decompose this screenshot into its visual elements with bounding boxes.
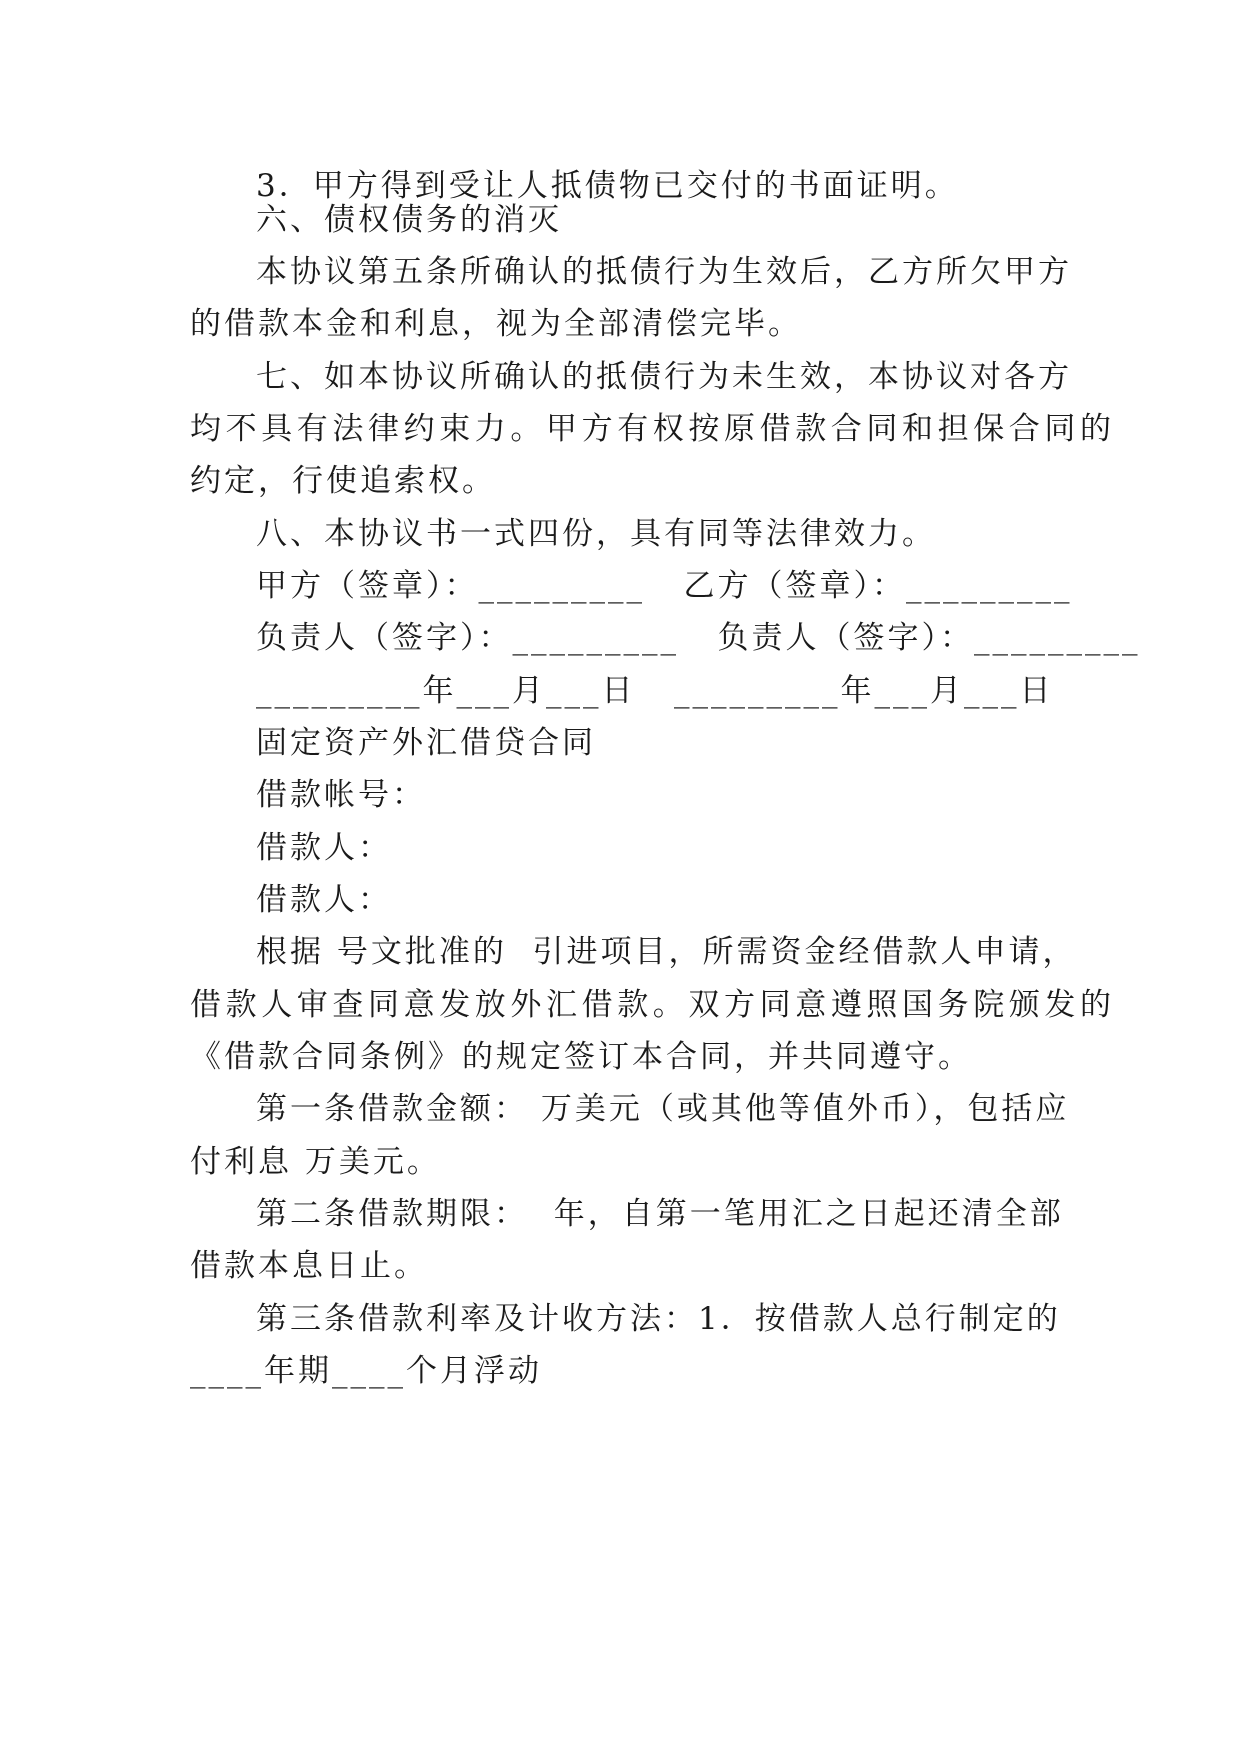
date-line: _________年___月___日 _________年___月___日 bbox=[256, 673, 1054, 709]
contract-title: 固定资产外汇借贷合同 bbox=[256, 725, 596, 761]
signature-line: 负责人（签字）：_________ 负责人（签字）：_________ bbox=[256, 620, 1141, 656]
article-line: 第二条借款期限： 年，自第一笔用汇之日起还清全部 bbox=[256, 1196, 1064, 1232]
signature-line: 甲方（签章）：_________ 乙方（签章）：_________ bbox=[256, 568, 1073, 604]
borrower-label: 借款人： bbox=[256, 882, 392, 918]
text-line: 借款人审查同意发放外汇借款。双方同意遵照国务院颁发的 bbox=[190, 987, 1116, 1023]
text-line: 本协议第五条所确认的抵债行为生效后，乙方所欠甲方 bbox=[256, 254, 1072, 290]
text-line: 约定，行使追索权。 bbox=[190, 463, 496, 499]
text-line: 八、本协议书一式四份，具有同等法律效力。 bbox=[256, 516, 936, 552]
article-line: 第三条借款利率及计收方法：1．按借款人总行制定的 bbox=[256, 1301, 1061, 1337]
text-line: 七、如本协议所确认的抵债行为未生效，本协议对各方 bbox=[256, 359, 1072, 395]
text-line: 均不具有法律约束力。甲方有权按原借款合同和担保合同的 bbox=[190, 411, 1116, 447]
account-number-label: 借款帐号： bbox=[256, 777, 426, 813]
text-line: 的借款本金和利息，视为全部清偿完毕。 bbox=[190, 306, 802, 342]
text-line: 根据 号文批准的 引进项目，所需资金经借款人申请， bbox=[256, 934, 1077, 970]
section-heading: 六、债权债务的消灭 bbox=[256, 202, 562, 238]
text-line: 《借款合同条例》的规定签订本合同，并共同遵守。 bbox=[190, 1039, 972, 1075]
borrower-label: 借款人： bbox=[256, 830, 392, 866]
text-line: 3．甲方得到受让人抵债物已交付的书面证明。 bbox=[256, 168, 959, 204]
text-line: 借款本息日止。 bbox=[190, 1248, 428, 1284]
article-line: 第一条借款金额： 万美元（或其他等值外币），包括应 bbox=[256, 1091, 1070, 1127]
text-line: ____年期____个月浮动 bbox=[190, 1353, 542, 1389]
text-line: 付利息 万美元。 bbox=[190, 1144, 441, 1180]
